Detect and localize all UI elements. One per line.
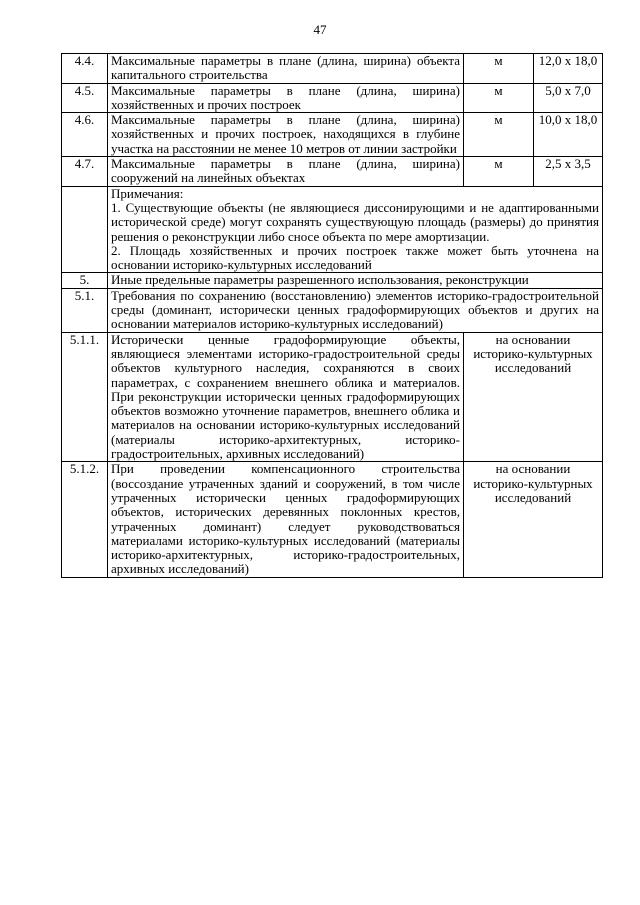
table-row bbox=[62, 54, 603, 84]
row-unit: м bbox=[464, 157, 534, 187]
row-number: 5.1.1. bbox=[62, 332, 108, 462]
row-value: 5,0 х 7,0 bbox=[534, 83, 603, 113]
note-2: 2. Площадь хозяйственных и прочих построек также может быть уточнена на основании историко-культурных исследований bbox=[111, 242, 599, 273]
page-number: 47 bbox=[313, 22, 327, 37]
row-text: Максимальные параметры в плане (длина, ширина) хозяйственных и прочих построек bbox=[108, 83, 464, 113]
table-row bbox=[62, 462, 603, 577]
row-number: 4.6. bbox=[62, 113, 108, 157]
row-value: 12,0 х 18,0 bbox=[534, 54, 603, 84]
table-row bbox=[62, 157, 603, 187]
row-number: 5.1.2. bbox=[62, 462, 108, 577]
section-title: Иные предельные параметры разрешенного использования, реконструкции bbox=[108, 273, 603, 288]
row-text: Максимальные параметры в плане (длина, ширина) объекта капитального строительства bbox=[108, 54, 464, 84]
section-title: Требования по сохранению (восстановлению) элементов историко-градостроительной среды (доминант, исторически ценных градоформирующих объектов и других на основании материалов историко-культурных исследований) bbox=[108, 288, 603, 332]
row-text: Исторически ценные градоформирующие объекты, являющиеся элементами историко-градостроительной среды объектов культурного наследия, сохраняются в своих параметрах, с сохранением внешнего облика и материалов. При реконструкции исторически ценных градоформирующих объектов возможно уточнение параметров, внешнего облика и материалов на основании историко-культурных исследований (материалы историко-архитектурных, историко-градостроительных, архивных исследований) bbox=[108, 332, 464, 462]
row-text: Максимальные параметры в плане (длина, ширина) хозяйственных и прочих построек, находящихся в глубине участка на расстоянии не менее 10 метров от линии застройки bbox=[108, 113, 464, 157]
table-row bbox=[62, 113, 603, 157]
row-number: 4.4. bbox=[62, 54, 108, 84]
row-value: на основании историко-культурных исследований bbox=[464, 462, 603, 577]
row-unit: м bbox=[464, 54, 534, 84]
section-row bbox=[62, 288, 603, 332]
parameters-table bbox=[61, 53, 603, 578]
table-row bbox=[62, 332, 603, 462]
row-value: на основании историко-культурных исследований bbox=[464, 332, 603, 462]
row-value: 10,0 х 18,0 bbox=[534, 113, 603, 157]
notes-number-cell bbox=[62, 186, 108, 273]
row-number: 4.7. bbox=[62, 157, 108, 187]
table-row bbox=[62, 83, 603, 113]
row-text: Максимальные параметры в плане (длина, ширина) сооружений на линейных объектах bbox=[108, 157, 464, 187]
row-number: 4.5. bbox=[62, 83, 108, 113]
row-value: 2,5 х 3,5 bbox=[534, 157, 603, 187]
row-unit: м bbox=[464, 83, 534, 113]
notes-cell bbox=[108, 186, 603, 273]
notes-title: Примечания: bbox=[111, 185, 184, 201]
row-text: При проведении компенсационного строительства (воссоздание утраченных зданий и сооружений, в том числе утраченных исторически ценных градоформирующих объектов, исторических деревянных поклонных крестов, утраченных доминант) следует руководствоваться материалами историко-культурных исследований (материалы историко-архитектурных, историко-градостроительных, архивных исследований) bbox=[108, 462, 464, 577]
section-number: 5. bbox=[62, 273, 108, 288]
note-1: 1. Существующие объекты (не являющиеся диссонирующими и не адаптированными исторической среде) могут сохранять существующую площадь (размеры) до принятия решения о реконструкции либо сносе объекта по мере амортизации. bbox=[111, 199, 599, 244]
section-row bbox=[62, 273, 603, 288]
notes-row bbox=[62, 186, 603, 273]
row-unit: м bbox=[464, 113, 534, 157]
section-number: 5.1. bbox=[62, 288, 108, 332]
